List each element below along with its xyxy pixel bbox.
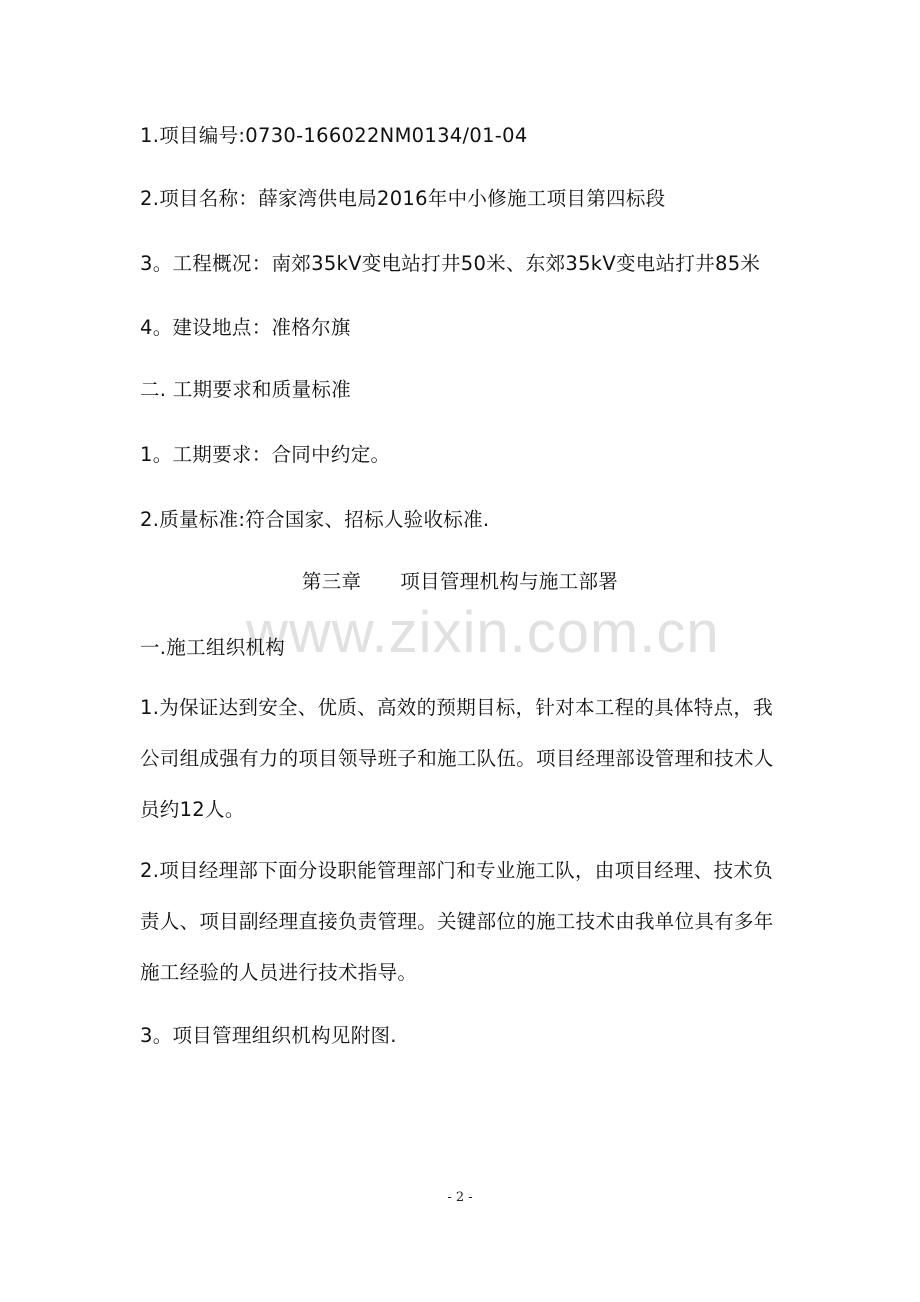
org-chart-reference-line: 3。项目管理组织机构见附图. <box>140 1024 397 1047</box>
project-overview-line: 3。工程概况：南郊35kV变电站打井50米、东郊35kV变电站打井85米 <box>140 252 761 275</box>
watermark: www.zixin.com.cn <box>246 600 720 665</box>
project-name-line: 2.项目名称：薛家湾供电局2016年中小修施工项目第四标段 <box>140 187 666 210</box>
chapter-title: 第三章 项目管理机构与施工部署 <box>301 570 619 593</box>
construction-site-line: 4。建设地点：准格尔旗 <box>140 316 351 339</box>
quality-standard-line: 2.质量标准:符合国家、招标人验收标准. <box>140 508 490 531</box>
section-two-heading: 二. 工期要求和质量标准 <box>140 378 351 401</box>
paragraph-line: 1.为保证达到安全、优质、高效的预期目标，针对本工程的具体特点，我 <box>140 696 774 719</box>
paragraph-management <box>140 845 830 998</box>
paragraph-line: 2.项目经理部下面分设职能管理部门和专业施工队，由项目经理、技术负 <box>140 859 774 882</box>
paragraph-line: 公司组成强有力的项目领导班子和施工队伍。项目经理部设管理和技术人 <box>140 747 774 770</box>
paragraph-line: 责人、项目副经理直接负责管理。关键部位的施工技术由我单位具有多年 <box>140 910 774 933</box>
paragraph-organization <box>140 682 830 835</box>
paragraph-line: 员约12人。 <box>140 798 245 821</box>
section-one-heading: 一.施工组织机构 <box>140 636 286 659</box>
paragraph-line: 施工经验的人员进行技术指导。 <box>140 961 418 984</box>
page-number: - 2 - <box>447 1190 473 1205</box>
project-number-line: 1.项目编号:0730-166022NM0134/01-04 <box>140 124 528 147</box>
schedule-requirement-line: 1。工期要求：合同中约定。 <box>140 443 391 466</box>
